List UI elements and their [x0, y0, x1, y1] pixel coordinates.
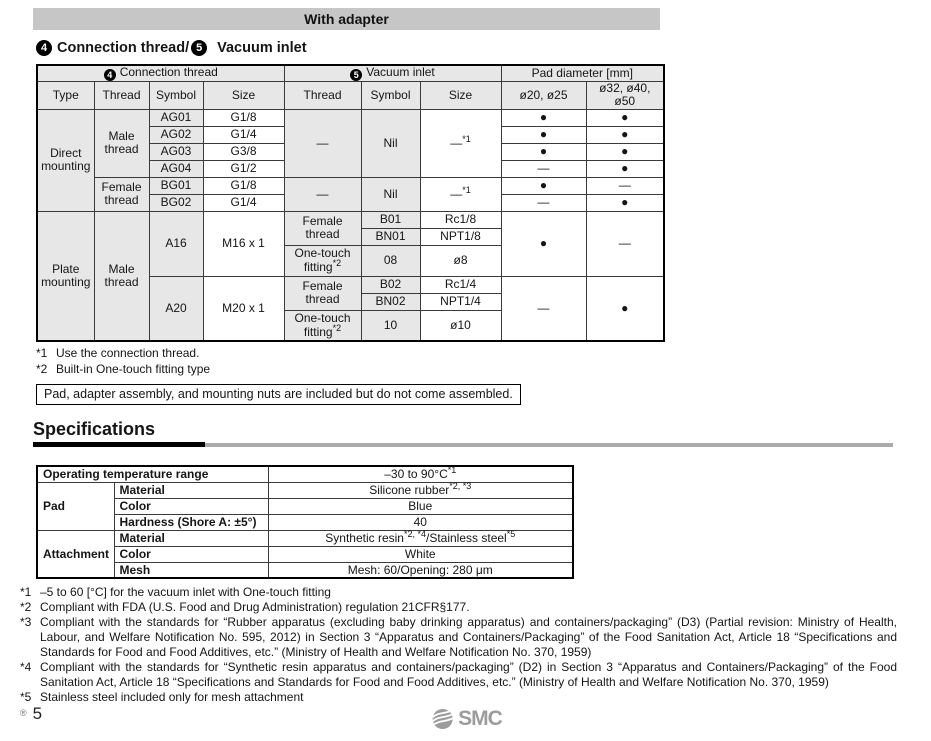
cell-pad20-bg02: — — [501, 194, 586, 211]
cell-pad32-ag01: ● — [586, 109, 664, 126]
footnote-text: Built-in One-touch fitting type — [56, 361, 211, 376]
smc-globe-icon — [429, 706, 455, 732]
col-header-type: Type — [37, 82, 94, 110]
value-text: Synthetic resin — [325, 530, 404, 545]
spec-label-pad-color: Color — [114, 498, 268, 514]
cell-symbol-ag03: AG03 — [149, 143, 203, 160]
cell-pad32-a20: ● — [586, 276, 664, 341]
included-note-box: Pad, adapter assembly, and mounting nuts are included but do not come assembled. — [36, 384, 521, 405]
spec-group-attachment: Attachment — [37, 530, 114, 578]
col-header-vac-symbol: Symbol — [361, 82, 420, 110]
smc-logo-text: SMC — [458, 707, 502, 730]
cell-pad32-bg02: ● — [586, 194, 664, 211]
spec-group-pad: Pad — [37, 482, 114, 530]
spec-footnote-2 — [20, 600, 897, 615]
col-header-symbol: Symbol — [149, 82, 203, 110]
footnote-text: –5 to 60 [°C] for the vacuum inlet with One-touch fitting — [40, 585, 331, 600]
page-number-block — [20, 704, 42, 724]
cell-symbol-a16: A16 — [149, 211, 203, 276]
section-heading — [36, 38, 931, 58]
footnote-marker: *1 — [36, 346, 48, 361]
circled-5-icon: 5 — [350, 69, 362, 81]
footnote-text: Compliant with FDA (U.S. Food and Drug Administration) regulation 21CFR§177. — [40, 600, 470, 615]
cell-symbol-ag01: AG01 — [149, 109, 203, 126]
cell-vac-size-note — [420, 109, 501, 177]
circled-5-icon: 5 — [191, 40, 207, 56]
cell-symbol-ag04: AG04 — [149, 160, 203, 177]
smc-logo — [429, 706, 502, 732]
cell-symbol-a20: A20 — [149, 276, 203, 341]
footnote-marker: *4 — [20, 660, 32, 675]
cell-symbol-bg02: BG02 — [149, 194, 203, 211]
cell-vac-female-thread: Female thread — [284, 276, 361, 310]
col-header-size: Size — [203, 82, 284, 110]
cell-vac-thread-dash: — — [284, 177, 361, 211]
specification-footnotes — [20, 585, 897, 705]
spec-footnote-4 — [20, 660, 897, 690]
cell-vac-one-touch-fitting — [284, 245, 361, 276]
cell-vac-symbol-bn02: BN02 — [361, 293, 420, 310]
cell-vac-female-thread: Female thread — [284, 211, 361, 245]
footnote-ref: *2 — [332, 257, 342, 268]
spec-label-pad-material: Material — [114, 482, 268, 498]
group-label: Connection thread — [119, 65, 218, 79]
cell-vac-size-08: ø8 — [420, 245, 501, 276]
circled-4-icon: 4 — [104, 69, 116, 81]
col-header-thread: Thread — [94, 82, 149, 110]
cell-thread-male: Male thread — [94, 211, 149, 341]
cell-vac-symbol-10: 10 — [361, 310, 420, 341]
specifications-table — [36, 465, 574, 579]
page-number: 5 — [32, 704, 43, 723]
group-header-connection-thread — [37, 65, 284, 82]
col-header-vac-thread: Thread — [284, 82, 361, 110]
cell-vac-symbol-b02: B02 — [361, 276, 420, 293]
spec-label-attachment-material: Material — [114, 530, 268, 546]
spec-label-pad-hardness: Hardness (Shore A: ±5°) — [114, 514, 268, 530]
cell-size-bg02: G1/4 — [203, 194, 284, 211]
col-header-vac-size: Size — [420, 82, 501, 110]
footnote-ref: *2, *4 — [403, 528, 426, 539]
spec-value-attachment-color: White — [268, 546, 573, 562]
cell-vac-symbol-bn01: BN01 — [361, 228, 420, 245]
cell-vac-size-10: ø10 — [420, 310, 501, 341]
cell-vac-size-note — [420, 177, 501, 211]
spec-footnote-1 — [20, 585, 897, 600]
footnote-text: Use the connection thread. — [56, 346, 200, 361]
dash: — — [450, 135, 463, 150]
cell-vac-symbol-08: 08 — [361, 245, 420, 276]
cell-size-bg01: G1/8 — [203, 177, 284, 194]
cell-thread-male: Male thread — [94, 109, 149, 177]
cell-vac-symbol-nil: Nil — [361, 109, 420, 177]
specifications-heading: Specifications — [33, 419, 156, 440]
registered-mark: ® — [20, 708, 27, 718]
footnote-2 — [36, 362, 931, 378]
cell-size-ag01: G1/8 — [203, 109, 284, 126]
cell-vac-size-b01: Rc1/8 — [420, 211, 501, 228]
footnote-ref: *5 — [506, 528, 516, 539]
spec-label-attachment-color: Color — [114, 546, 268, 562]
spec-label-operating-temperature: Operating temperature range — [37, 466, 268, 482]
footnote-ref: *2 — [332, 322, 342, 333]
heading-connection-thread: Connection thread/ — [57, 40, 190, 56]
cell-pad32-ag04: ● — [586, 160, 664, 177]
footnote-text: Compliant with the standards for “Rubber apparatus (excluding baby drinking apparatus) and containers/packaging” (D3) (Partial revision: Ministry of Health, Labour, and Welfare Notification No. 595, 2012) in Section 3 “Apparatus and Containers/Packaging” of the Food Sanitation Act, Article 18 “Specifications and Standards for Food and Food Additives, etc.” (Ministry of Health and Welfare Notification No. 370, 1959) — [40, 615, 897, 660]
fitting-label: One-touch fitting — [294, 311, 351, 339]
cell-vac-one-touch-fitting — [284, 310, 361, 341]
cell-size-a16: M16 x 1 — [203, 211, 284, 276]
cell-pad32-bg01: — — [586, 177, 664, 194]
col-header-pad-32-40-50: ø32, ø40, ø50 — [586, 82, 664, 110]
cell-size-ag03: G3/8 — [203, 143, 284, 160]
group-header-pad-diameter: Pad diameter [mm] — [501, 65, 664, 82]
footnote-ref: *1 — [447, 465, 457, 476]
cell-type-direct-mounting: Direct mounting — [37, 109, 94, 211]
footnote-1 — [36, 346, 931, 362]
specifications-rule — [33, 442, 893, 447]
fitting-label: One-touch fitting — [294, 246, 351, 274]
cell-pad20-a20: — — [501, 276, 586, 341]
rule-gray-segment — [205, 443, 893, 447]
cell-pad20-ag04: — — [501, 160, 586, 177]
footnote-marker: *5 — [20, 690, 32, 705]
rule-black-segment — [33, 442, 205, 447]
footnote-ref: *2, *3 — [449, 480, 472, 491]
spec-value-pad-hardness: 40 — [268, 514, 573, 530]
cell-pad20-a16: ● — [501, 211, 586, 276]
cell-pad20-ag03: ● — [501, 143, 586, 160]
spec-value-operating-temperature — [268, 466, 573, 482]
spec-label-attachment-mesh: Mesh — [114, 562, 268, 578]
connection-vacuum-table — [36, 64, 665, 342]
group-header-vacuum-inlet — [284, 65, 501, 82]
cell-type-plate-mounting: Plate mounting — [37, 211, 94, 341]
col-header-pad-20-25: ø20, ø25 — [501, 82, 586, 110]
heading-vacuum-inlet: Vacuum inlet — [217, 40, 307, 56]
cell-vac-thread-dash: — — [284, 109, 361, 177]
spec-value-attachment-mesh: Mesh: 60/Opening: 280 μm — [268, 562, 573, 578]
footnote-ref: *1 — [462, 184, 471, 195]
cell-vac-size-bn01: NPT1/8 — [420, 228, 501, 245]
cell-pad20-bg01: ● — [501, 177, 586, 194]
spec-value-pad-color: Blue — [268, 498, 573, 514]
cell-pad32-a16: — — [586, 211, 664, 276]
footnote-marker: *2 — [36, 361, 48, 376]
with-adapter-banner — [33, 8, 660, 30]
cell-symbol-bg01: BG01 — [149, 177, 203, 194]
value-text: /Stainless steel — [426, 530, 507, 545]
cell-vac-size-bn02: NPT1/4 — [420, 293, 501, 310]
cell-size-ag02: G1/4 — [203, 126, 284, 143]
footnote-marker: *3 — [20, 615, 32, 630]
value-text: Silicone rubber — [369, 482, 450, 497]
cell-vac-size-b02: Rc1/4 — [420, 276, 501, 293]
spec-value-attachment-material — [268, 530, 573, 546]
cell-vac-symbol-nil: Nil — [361, 177, 420, 211]
value-text: –30 to 90°C — [384, 467, 448, 482]
cell-size-ag04: G1/2 — [203, 160, 284, 177]
spec-footnote-3 — [20, 615, 897, 660]
circled-4-icon: 4 — [36, 40, 52, 56]
footnote-ref: *1 — [462, 133, 471, 144]
cell-symbol-ag02: AG02 — [149, 126, 203, 143]
cell-pad20-ag01: ● — [501, 109, 586, 126]
cell-vac-symbol-b01: B01 — [361, 211, 420, 228]
dash: — — [450, 186, 463, 201]
footnote-text: Stainless steel included only for mesh attachment — [40, 690, 304, 705]
cell-size-a20: M20 x 1 — [203, 276, 284, 341]
group-label: Vacuum inlet — [366, 65, 435, 79]
cell-thread-female: Female thread — [94, 177, 149, 211]
spec-value-pad-material — [268, 482, 573, 498]
cell-pad20-ag02: ● — [501, 126, 586, 143]
footnote-text: Compliant with the standards for “Synthetic resin apparatus and containers/packaging” (D2) in Section 3 “Apparatus and Containers/Packaging” of the Food Sanitation Act, Article 18 “Specifications and Standards for Food and Food Additives, etc.” (Ministry of Health and Welfare Notification No. 370, 1959) — [40, 660, 897, 690]
page-footer — [0, 702, 931, 734]
footnote-marker: *2 — [20, 600, 32, 615]
footnote-marker: *1 — [20, 585, 32, 600]
cell-pad32-ag03: ● — [586, 143, 664, 160]
banner-label: With adapter — [304, 11, 389, 27]
table-footnotes — [36, 346, 931, 377]
cell-pad32-ag02: ● — [586, 126, 664, 143]
